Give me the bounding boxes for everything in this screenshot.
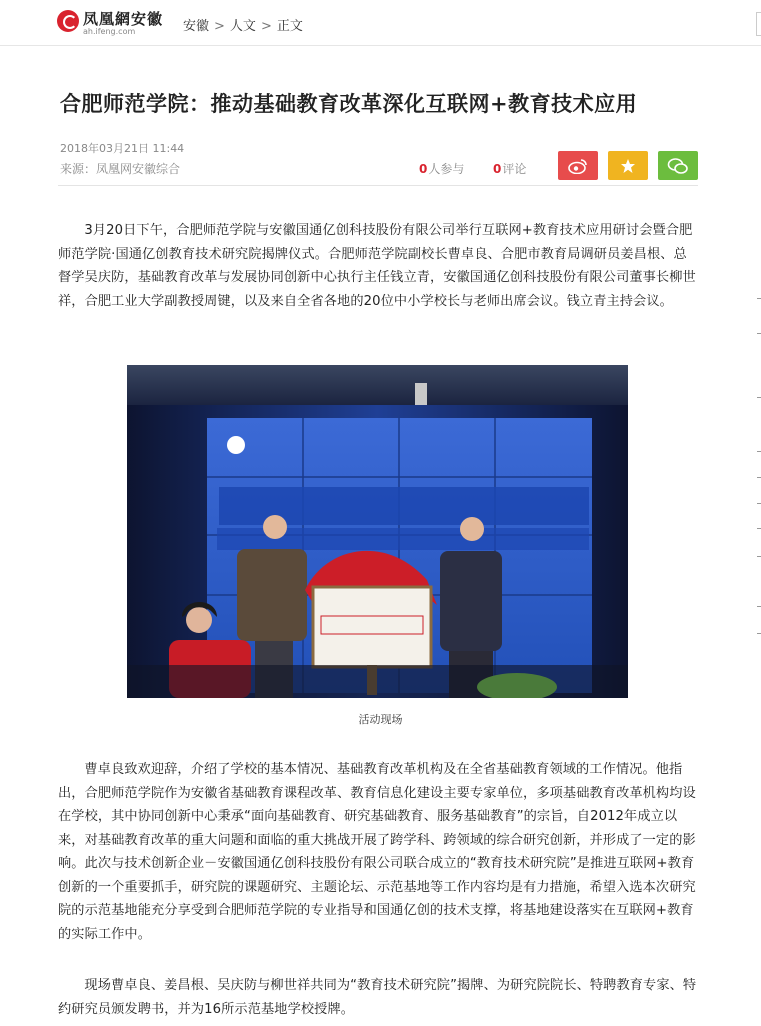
chevron-right-icon: > xyxy=(260,19,272,34)
article-paragraph: 现场曹卓良、姜昌根、吴庆防与柳世祥共同为“教育技术研究院”揭牌、为研究院院长、特聘教育专家、特约研究员颁发聘书，并为16所示范基地学校授牌。 xyxy=(58,978,697,1017)
article-paragraph: 3月20日下午，合肥师范学院与安徽国通亿创科技股份有限公司举行互联网+教育技术应用研讨会暨合肥师范学院·国通亿创教育技术研究院揭牌仪式。合肥师范学院副校长曹卓良、合肥市教育局调研员姜昌根、总督学吴庆防，基础教育改革与发展协同创新中心执行主任钱立青，安徽国通亿创科技股份有限公司董事长柳世祥，合肥工业大学副教授周键，以及来自全省各地的20位中小学校长与老师出席会议。钱立青主持会议。 xyxy=(58,223,696,309)
sidebar-edge-rule xyxy=(757,503,761,504)
weibo-share-button[interactable] xyxy=(558,151,598,180)
meta-divider xyxy=(58,185,698,186)
logo-text: 凤凰網安徽 xyxy=(83,10,164,28)
event-photo xyxy=(127,365,628,698)
weibo-icon xyxy=(568,158,588,174)
breadcrumb-anhui[interactable]: 安徽 xyxy=(183,19,210,34)
comments-link[interactable] xyxy=(493,160,526,177)
sidebar-edge-rule xyxy=(757,528,761,529)
ifeng-logo[interactable] xyxy=(57,8,172,38)
sidebar-edge-rule xyxy=(757,633,761,634)
article-source: 来源：凤凰网安徽综合 xyxy=(60,162,181,176)
event-photo-illustration xyxy=(127,365,628,698)
participants-label: 人参与 xyxy=(428,162,465,176)
article-title: 合肥师范学院：推动基础教育改革深化互联网+教育技术应用 xyxy=(60,91,638,116)
photo-caption: 活动现场 xyxy=(358,713,403,726)
star-icon xyxy=(620,158,636,174)
wechat-share-button[interactable] xyxy=(658,151,698,180)
wechat-icon xyxy=(667,157,689,175)
comments-label: 评论 xyxy=(502,162,527,176)
article-date: 2018年03月21日 11:44 xyxy=(60,142,185,155)
sidebar-edge-rule xyxy=(757,298,761,299)
sidebar-edge-rule xyxy=(757,556,761,557)
ifeng-logo-icon xyxy=(57,10,79,32)
sidebar-edge-rule xyxy=(757,451,761,452)
sidebar-edge-rule xyxy=(757,397,761,398)
sidebar-edge-rule xyxy=(757,606,761,607)
participants-link[interactable] xyxy=(419,160,464,177)
top-bar xyxy=(0,0,761,46)
breadcrumb xyxy=(183,15,303,34)
search-box-edge[interactable] xyxy=(756,12,761,36)
logo-domain: ah.ifeng.com xyxy=(83,27,136,36)
breadcrumb-article: 正文 xyxy=(276,19,303,34)
article-paragraph: 曹卓良致欢迎辞，介绍了学校的基本情况、基础教育改革机构及在全省基础教育领域的工作情况。他指出，合肥师范学院作为安徽省基础教育课程改革、教育信息化建设主要专家单位，多项基础教育改革机构均设在学校，其中协同创新中心秉承“面向基础教育、研究基础教育、服务基础教育”的宗旨，自2012年成立以来，对基础教育改革的重大问题和面临的重大挑战开展了跨学科、跨领域的综合研究创新，并形成了一定的影响。此次与技术创新企业－安徽国通亿创科技股份有限公司联合成立的“教育技术研究院”是推进互联网+教育创新的一个重要抓手，研究院的课题研究、主题论坛、示范基地等工作内容均是有力措施，希望入选本次研究院的示范基地能充分享受到合肥师范学院的专业指导和国通亿创的技术支撑，将基地建设落实在互联网+教育的实际工作中。 xyxy=(58,762,696,942)
breadcrumb-culture[interactable]: 人文 xyxy=(229,19,256,34)
sidebar-edge-rule xyxy=(757,333,761,334)
chevron-right-icon: > xyxy=(214,19,225,34)
sidebar-edge-rule xyxy=(757,477,761,478)
favorite-button[interactable] xyxy=(608,151,648,180)
participants-count: 0 xyxy=(419,162,428,176)
comments-count: 0 xyxy=(493,162,502,176)
